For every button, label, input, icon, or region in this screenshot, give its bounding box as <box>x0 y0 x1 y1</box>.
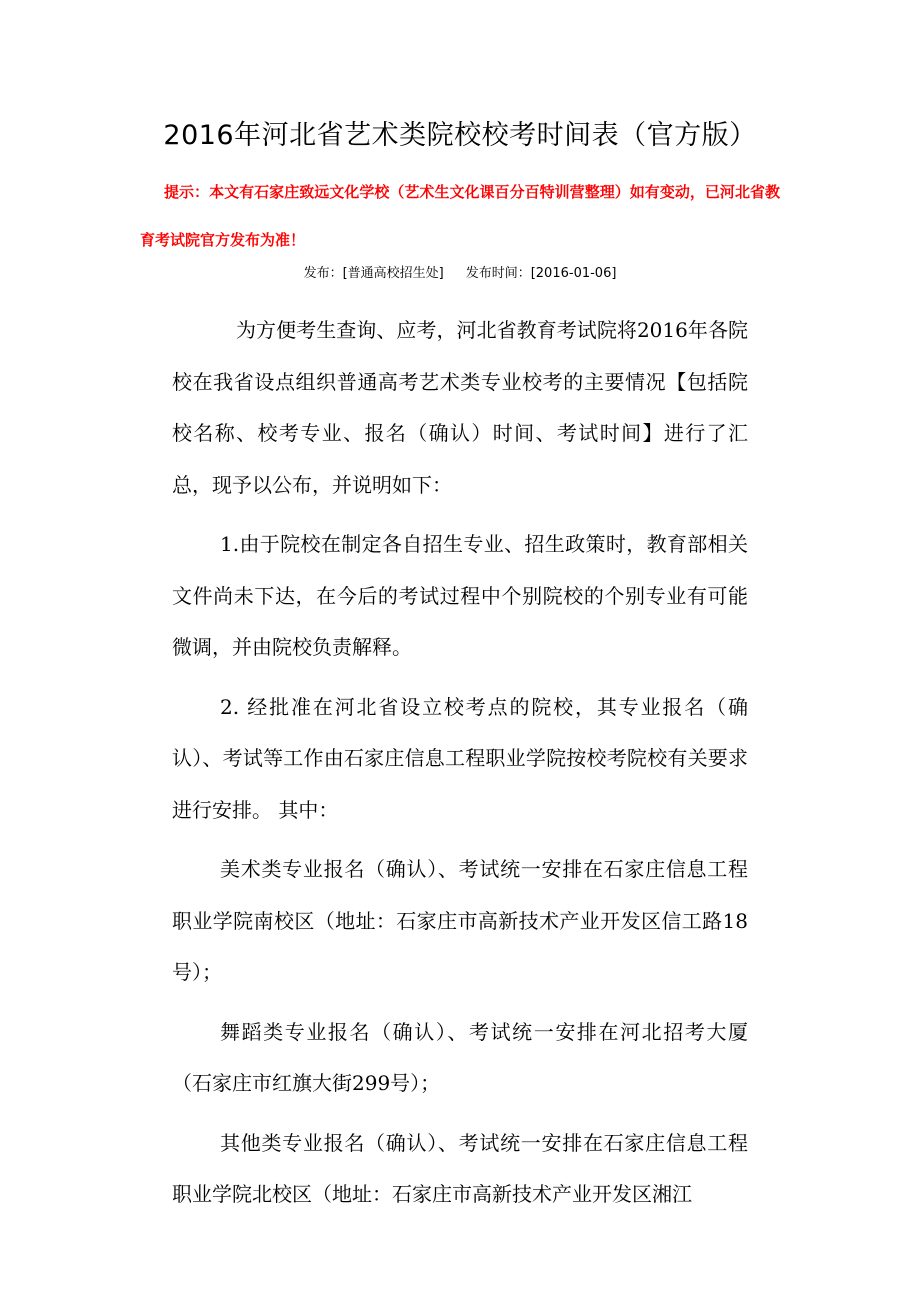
art-venue-paragraph: 美术类专业报名（确认）、考试统一安排在石家庄信息工程职业学院南校区（地址：石家庄市高新技术产业开发区信工路18号）； <box>172 857 748 984</box>
document-body <box>172 305 748 1221</box>
notice-text: 提示：本文有石家庄致远文化学校（艺术生文化课百分百特训营整理）如有变动，已河北省教育考试院官方发布为准！ <box>140 183 780 249</box>
page-title: 2016年河北省艺术类院校校考时间表（官方版） <box>163 120 757 151</box>
publish-date: 发布时间：[2016-01-06] <box>465 266 617 281</box>
item-2-paragraph: 2. 经批准在河北省设立校考点的院校，其专业报名（确认）、考试等工作由石家庄信息工程职业学院按校考院校有关要求进行安排。 其中： <box>172 694 748 822</box>
publisher-label: 发布：[普通高校招生处] <box>303 266 444 281</box>
publish-info <box>0 262 920 286</box>
intro-paragraph: 为方便考生查询、应考，河北省教育考试院将2016年各院校在我省设点组织普通高考艺术类专业校考的主要情况【包括院校名称、校考专业、报名（确认）时间、考试时间】进行了汇总，现予以公布，并说明如下： <box>172 318 748 497</box>
other-venue-paragraph: 其他类专业报名（确认）、考试统一安排在石家庄信息工程职业学院北校区（地址：石家庄市高新技术产业开发区湘江 <box>172 1130 748 1206</box>
item-1-paragraph: 1.由于院校在制定各自招生专业、招生政策时，教育部相关文件尚未下达，在今后的考试过程中个别院校的个别专业有可能微调，并由院校负责解释。 <box>172 532 748 659</box>
dance-venue-paragraph: 舞蹈类专业报名（确认）、考试统一安排在河北招考大厦（石家庄市红旗大街299号）； <box>172 1019 748 1095</box>
